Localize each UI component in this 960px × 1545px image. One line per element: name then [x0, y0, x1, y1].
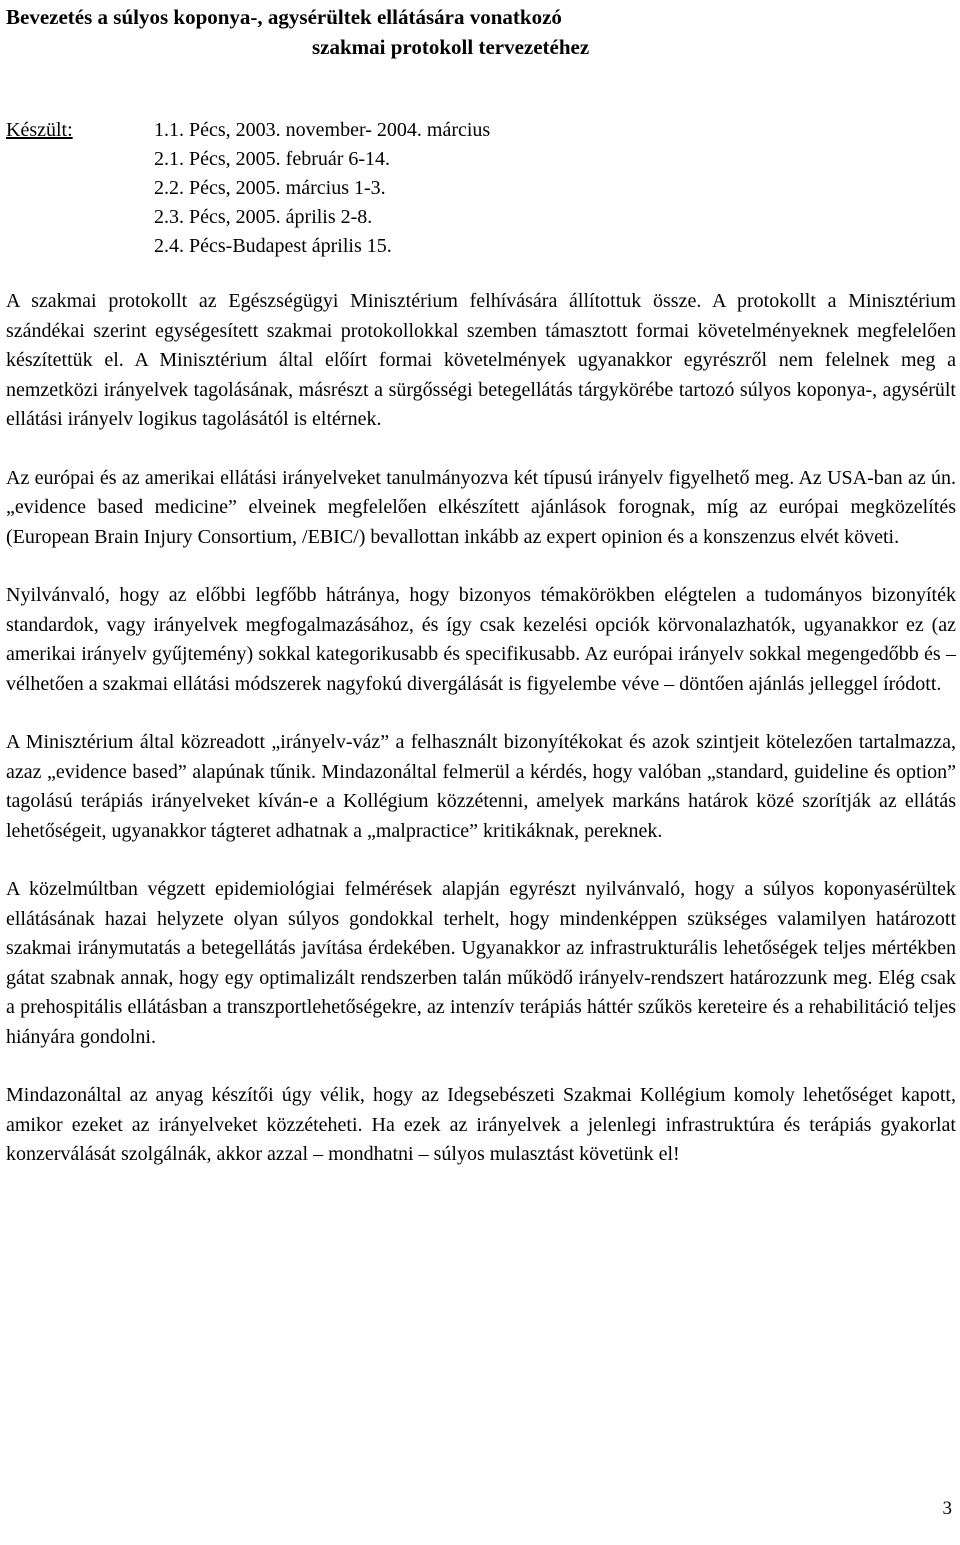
- prepared-list: [154, 116, 490, 261]
- title-line-1: Bevezetés a súlyos koponya-, agysérültek ellátására vonatkozó: [6, 5, 562, 29]
- paragraph: Mindazonáltal az anyag készítői úgy vélik, hogy az Idegsebészeti Szakmai Kollégium komoly lehetőséget kapott, amikor ezeket az irányelveket közzéteheti. Ha ezek az irányelvek a jelenlegi infrastruktúra és terápiás gyakorlat konzerválását szolgálnák, akkor azzal – mondhatni – súlyos mulasztást követünk el!: [6, 1084, 956, 1165]
- document-body: [6, 287, 956, 1199]
- paragraph: A Minisztérium által közreadott „irányelv-váz” a felhasznált bizonyítékokat és azok szintjeit kötelezően tartalmazza, azaz „evidence based” alapúnak tűnik. Mindazonáltal felmerül a kérdés, hogy valóban „standard, guideline és option” tagolású terápiás irányelveket kíván-e a Kollégium közzétenni, amelyek markáns határok közé szorítják az ellátás lehetőségeit, ugyanakkor tágteret adhatnak a „malpractice” kritikáknak, pereknek.: [6, 731, 956, 842]
- prepared-item: 2.3. Pécs, 2005. április 2-8.: [154, 206, 373, 228]
- prepared-label: Készült:: [6, 119, 73, 141]
- prepared-item: 2.1. Pécs, 2005. február 6-14.: [154, 148, 391, 170]
- paragraph: A szakmai protokollt az Egészségügyi Minisztérium felhívására állítottuk össze. A protokollt a Minisztérium szándékai szerint egységesített szakmai protokollokkal szemben támasztott formai követelményeknek megfelelően készítettük el. A Minisztérium által előírt formai követelmények ugyanakkor egyrészről nem felelnek meg a nemzetközi irányelvek tagolásának, másrészt a sürgősségi betegellátás tárgykörébe tartozó súlyos koponya-, agysérült ellátási irányelv logikus tagolásától is eltérnek.: [6, 290, 956, 430]
- title-line-2: szakmai protokoll tervezetéhez: [312, 35, 590, 59]
- paragraph: Az európai és az amerikai ellátási irányelveket tanulmányozva két típusú irányelv figyelhető meg. Az USA-ban az ún. „evidence based medicine” elveinek megfelelően elkészített ajánlások forognak, míg az európai megközelítés (European Brain Injury Consortium, /EBIC/) bevallottan inkább az expert opinion és a konszenzus elvét követi.: [6, 466, 956, 548]
- prepared-item: 1.1. Pécs, 2003. november- 2004. március: [154, 119, 491, 141]
- prepared-item: 2.4. Pécs-Budapest április 15.: [154, 235, 392, 257]
- paragraph: A közelmúltban végzett epidemiológiai felmérések alapján egyrészt nyilvánvaló, hogy a súlyos koponyasérültek ellátásának hazai helyzete olyan súlyos gondokkal terhelt, hogy mindenképpen szükséges valamilyen határozott szakmai iránymutatás a betegellátás javítása érdekében. Ugyanakkor az infrastrukturális lehetőségek teljes mértékben gátat szabnak annak, hogy egy optimalizált rendszerben talán működő irányelv-rendszert határozzunk meg. Elég csak a prehospitális ellátásban a transzportlehetőségekre, az intenzív terápiás háttér szűkös kereteire és a rehabilitáció teljes hiányára gondolni.: [6, 878, 956, 1048]
- document-title: [6, 2, 706, 62]
- prepared-item: 2.2. Pécs, 2005. március 1-3.: [154, 177, 386, 199]
- page-number: 3: [942, 1498, 952, 1519]
- paragraph: Nyilvánvaló, hogy az előbbi legfőbb hátránya, hogy bizonyos témakörökben elégtelen a tudományos bizonyíték standardok, vagy irányelvek megfogalmazásához, és így csak kezelési opciók körvonalazhatók, ugyanakkor ez (az amerikai irányelv gyűjtemény) sokkal kategorikusabb és specifikusabb. Az európai irányelv sokkal megengedőbb és – vélhetően a szakmai ellátási módszerek nagyfokú divergálását is figyelembe véve – döntően ajánlás jelleggel íródott.: [6, 584, 956, 695]
